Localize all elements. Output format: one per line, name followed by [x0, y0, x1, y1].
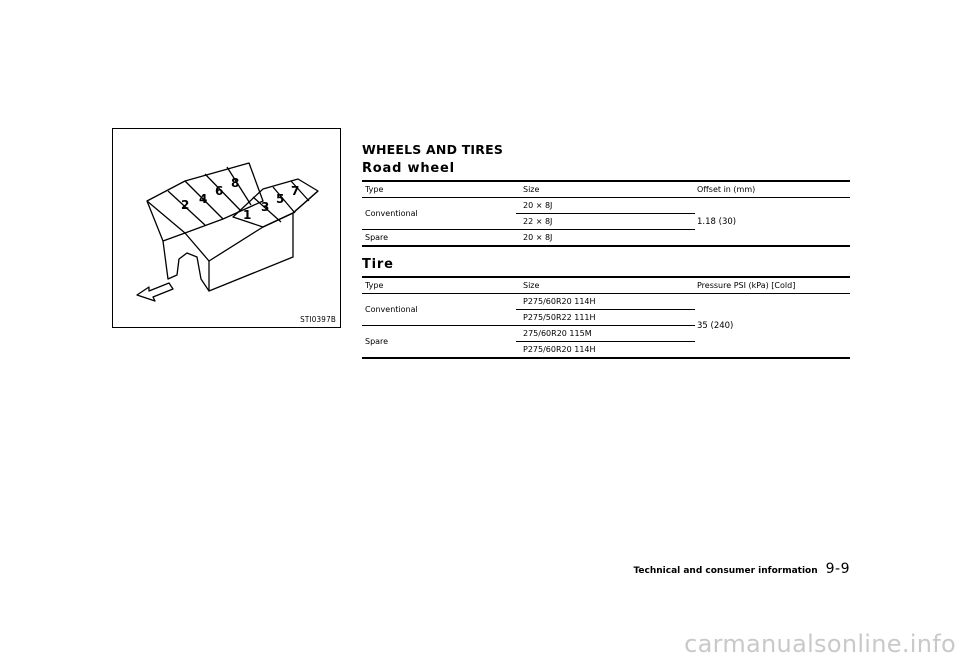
cylinder-2-label: 2: [181, 198, 190, 212]
wheel-size: 20 × 8J: [523, 233, 553, 242]
figure-id: STI0397B: [300, 315, 336, 324]
tire-title: Tire: [362, 257, 394, 272]
column-header-size: Size: [523, 281, 540, 290]
wheel-offset-value: 1.18 (30): [697, 216, 737, 227]
tire-size: P275/60R20 114H: [523, 345, 596, 354]
cylinder-4-label: 4: [199, 192, 208, 206]
engine-figure: [112, 128, 341, 328]
column-header-type: Type: [365, 185, 384, 194]
table-row: [362, 294, 850, 310]
road-wheel-title: Road wheel: [362, 161, 455, 176]
cylinder-1-label: 1: [243, 208, 252, 222]
wheel-type-conventional: Conventional: [362, 198, 516, 230]
wheel-size: 20 × 8J: [516, 198, 695, 214]
tire-pressure-value: 35 (240): [697, 320, 734, 331]
main-content: [362, 142, 850, 359]
page-number: 9-9: [825, 561, 850, 577]
tire-type-spare: Spare: [365, 337, 389, 346]
cylinder-5-label: 5: [276, 192, 285, 206]
cylinder-7-label: 7: [291, 184, 300, 198]
wheel-size: 22 × 8J: [516, 214, 695, 230]
column-header-size: Size: [523, 185, 540, 194]
tire-size: 275/60R20 115M: [516, 326, 695, 342]
section-title: WHEELS AND TIRES: [362, 142, 504, 157]
page-footer: [633, 561, 850, 577]
tire-size: P275/50R22 111H: [516, 310, 695, 326]
road-wheel-table: [362, 180, 850, 247]
cylinder-8-label: 8: [231, 176, 240, 190]
table-header-row: [362, 181, 850, 198]
cylinder-6-label: 6: [215, 184, 224, 198]
tire-table: [362, 276, 850, 359]
tire-size: P275/60R20 114H: [516, 294, 695, 310]
table-row: [362, 198, 850, 214]
tire-type-conventional: Conventional: [362, 294, 516, 326]
column-header-pressure: Pressure PSI (kPa) [Cold]: [697, 281, 796, 290]
column-header-offset: Offset in (mm): [697, 185, 756, 194]
cylinder-3-label: 3: [261, 200, 270, 214]
footer-section-label: Technical and consumer information: [633, 566, 818, 576]
engine-block-illustration: [113, 129, 340, 327]
wheel-type-spare: Spare: [365, 233, 389, 242]
watermark: carmanualsonline.info: [684, 630, 956, 658]
front-arrow-icon: [137, 283, 173, 301]
table-header-row: [362, 277, 850, 294]
column-header-type: Type: [365, 281, 384, 290]
